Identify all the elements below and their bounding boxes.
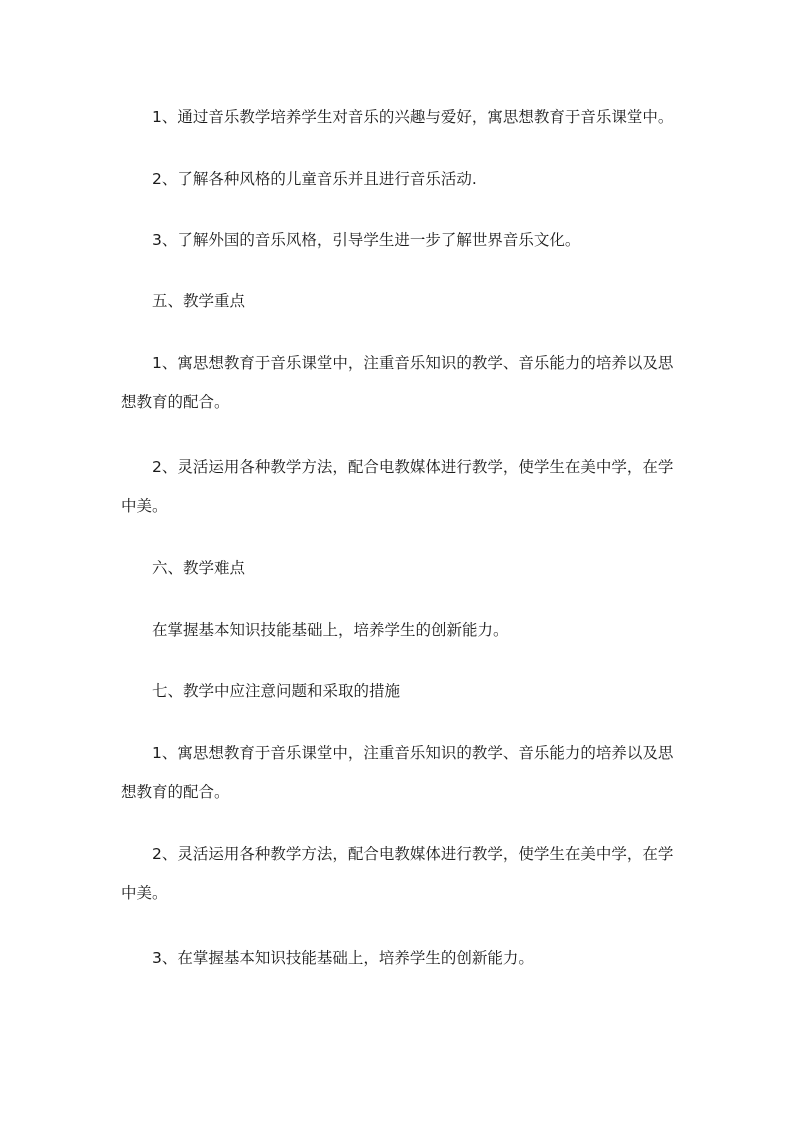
goal-item-3: 3、了解外国的音乐风格，引导学生进一步了解世界音乐文化。 — [152, 231, 581, 249]
key-point-item-2: 2、灵活运用各种教学方法，配合电教媒体进行教学，使学生在美中学，在学中美。 — [121, 458, 674, 515]
section-heading-measures: 七、教学中应注意问题和采取的措施 — [152, 682, 401, 700]
goal-item-2: 2、了解各种风格的儿童音乐并且进行音乐活动. — [152, 170, 477, 188]
measure-item-3: 3、在掌握基本知识技能基础上，培养学生的创新能力。 — [152, 949, 534, 967]
section-heading-key-points: 五、教学重点 — [152, 292, 246, 310]
measure-item-2: 2、灵活运用各种教学方法，配合电教媒体进行教学，使学生在美中学，在学中美。 — [121, 845, 674, 902]
section-heading-difficulties: 六、教学难点 — [152, 559, 246, 577]
measure-item-1: 1、寓思想教育于音乐课堂中，注重音乐知识的教学、音乐能力的培养以及思想教育的配合。 — [121, 744, 674, 801]
goal-item-1: 1、通过音乐教学培养学生对音乐的兴趣与爱好，寓思想教育于音乐课堂中。 — [152, 108, 674, 126]
key-point-item-1: 1、寓思想教育于音乐课堂中，注重音乐知识的教学、音乐能力的培养以及思想教育的配合。 — [121, 354, 674, 411]
difficulty-item: 在掌握基本知识技能基础上，培养学生的创新能力。 — [152, 621, 509, 639]
